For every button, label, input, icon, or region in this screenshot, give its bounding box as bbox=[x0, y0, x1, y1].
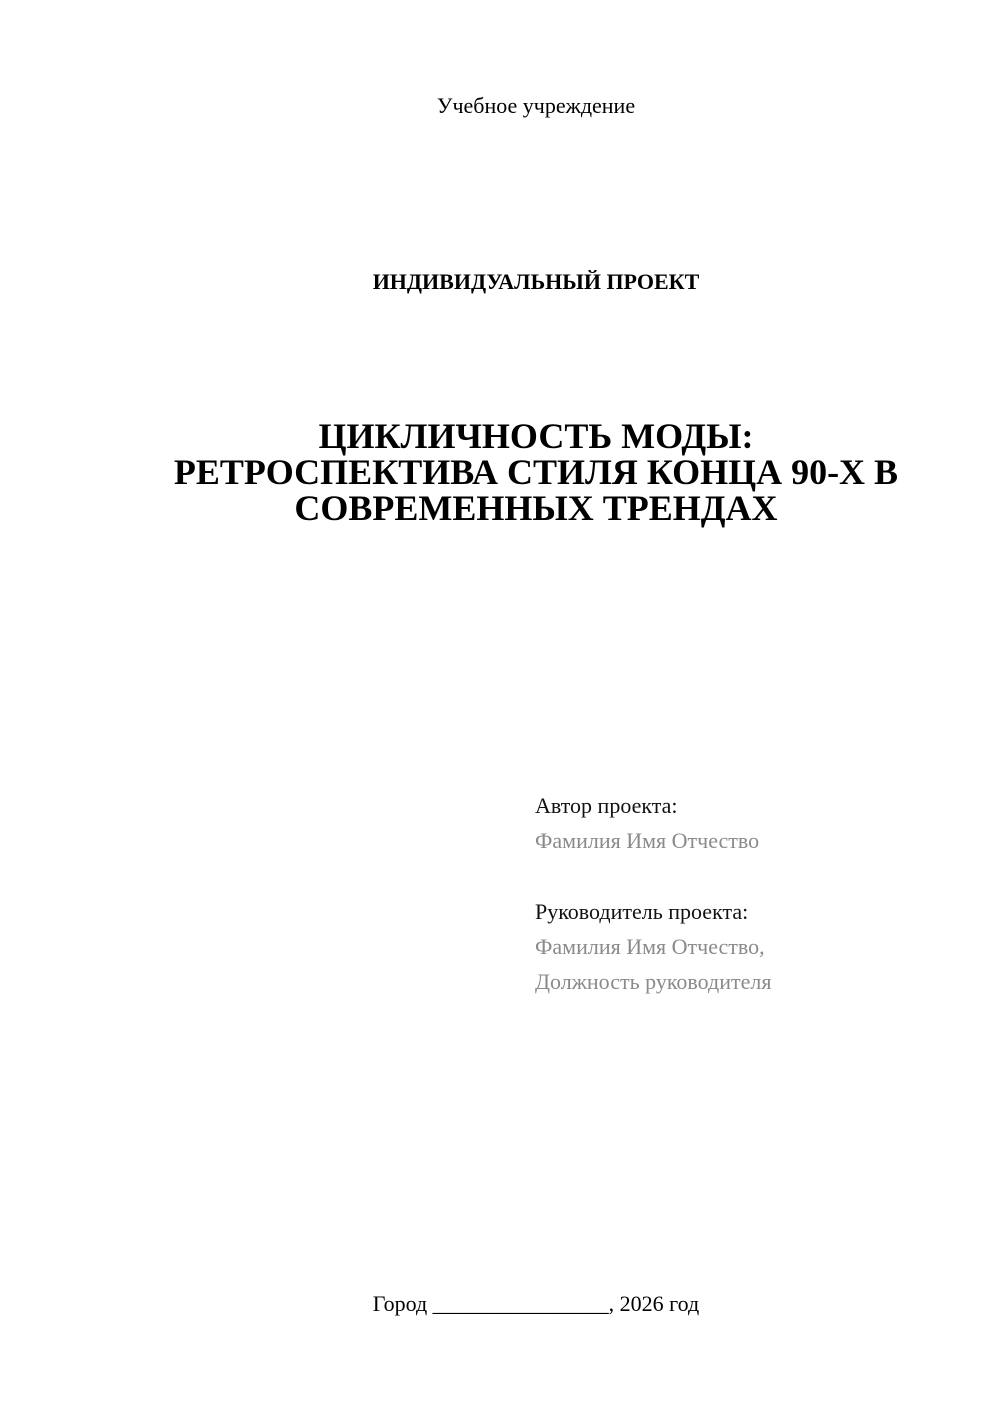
author-label: Автор проекта: bbox=[535, 793, 678, 818]
city-year-line: Город ________________, 2026 год bbox=[372, 1291, 700, 1316]
author-name: Фамилия Имя Отчество bbox=[535, 828, 760, 853]
project-title bbox=[0, 418, 1000, 526]
institution-name: Учебное учреждение bbox=[436, 93, 636, 118]
supervisor-name: Фамилия Имя Отчество, bbox=[535, 934, 765, 959]
title-line-1: ЦИКЛИЧНОСТЬ МОДЫ: bbox=[318, 416, 754, 456]
credits-block bbox=[535, 788, 771, 999]
title-line-3: СОВРЕМЕННЫХ ТРЕНДАХ bbox=[294, 488, 778, 528]
credits-spacer bbox=[535, 858, 771, 894]
document-type: ИНДИВИДУАЛЬНЫЙ ПРОЕКТ bbox=[372, 269, 700, 294]
title-line-2: РЕТРОСПЕКТИВА СТИЛЯ КОНЦА 90-Х В bbox=[173, 452, 899, 492]
supervisor-position: Должность руководителя bbox=[535, 969, 772, 994]
supervisor-label: Руководитель проекта: bbox=[535, 899, 749, 924]
